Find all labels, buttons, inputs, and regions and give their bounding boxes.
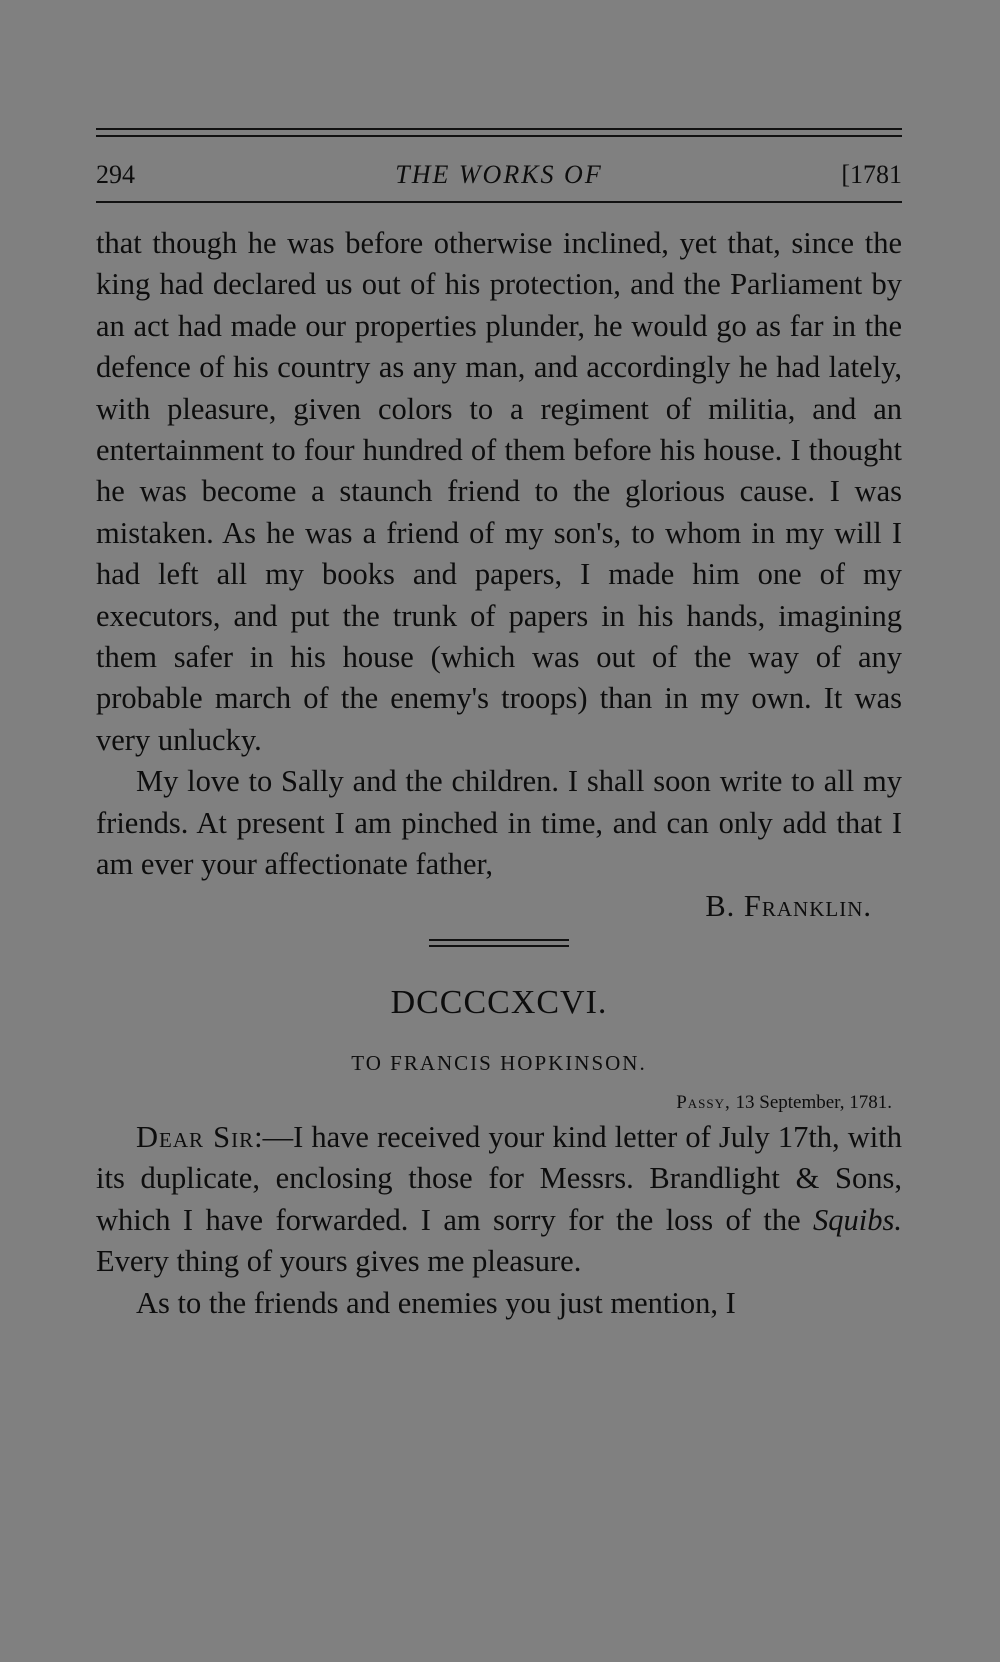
running-title: THE WORKS OF (395, 160, 603, 189)
letter-number: DCCCCXCVI. (390, 983, 608, 1021)
dateline-place: Passy, (676, 1091, 731, 1113)
previous-letter-continuation (96, 223, 902, 927)
signature: B. Franklin. (705, 888, 872, 923)
signature-line (96, 886, 902, 927)
section-divider-rule (429, 939, 569, 947)
dateline-date: 13 September, 1781. (735, 1091, 892, 1113)
closing-text: My love to Sally and the children. I shall soon write to all my friends. At present I am pinched in time, and can only add that I am ever your affectionate father, (96, 764, 902, 882)
header-rule (96, 201, 902, 203)
page-number: 294 (96, 160, 135, 189)
letter-paragraph-2: As to the friends and enemies you just mention, I (136, 1285, 736, 1320)
closing-paragraph (96, 761, 902, 885)
letter-paragraph-1 (96, 1117, 902, 1283)
letter-dateline (96, 1091, 902, 1115)
salutation: Dear Sir (136, 1119, 255, 1154)
letter-paragraph-1-text: :—I have received your kind letter of July 17th, with its duplicate, enclosing those for Messrs. Brandlight & Sons, which I have forwarded. I am sorry for the loss of the (96, 1119, 903, 1237)
italic-title: Squibs. (813, 1202, 902, 1237)
header-double-rule (96, 128, 902, 137)
letter-recipient: TO FRANCIS HOPKINSON. (351, 1050, 647, 1075)
book-page (96, 128, 902, 1324)
letter-body (96, 1117, 902, 1324)
running-year: [1781 (841, 160, 902, 189)
running-head (96, 137, 902, 195)
letter-paragraph-1-end: Every thing of yours gives me pleasure. (96, 1244, 582, 1279)
continuation-paragraph: that though he was before otherwise inclined, yet that, since the king had declared us out of his protection, and the Parliament by an act had made our properties plunder, he would go as far in the defence of his country as any man, and accordingly he had lately, with pleasure, given colors to a regiment of militia, and an entertainment to four hundred of them before his house. I thought he was become a staunch friend to the glorious cause. I was mistaken. As he was a friend of my son's, to whom in my will I had left all my books and papers, I made him one of my executors, and put the trunk of papers in his hands, imagining them safer in his house (which was out of the way of any probable march of the enemy's troops) than in my own. It was very unlucky. (96, 226, 902, 757)
